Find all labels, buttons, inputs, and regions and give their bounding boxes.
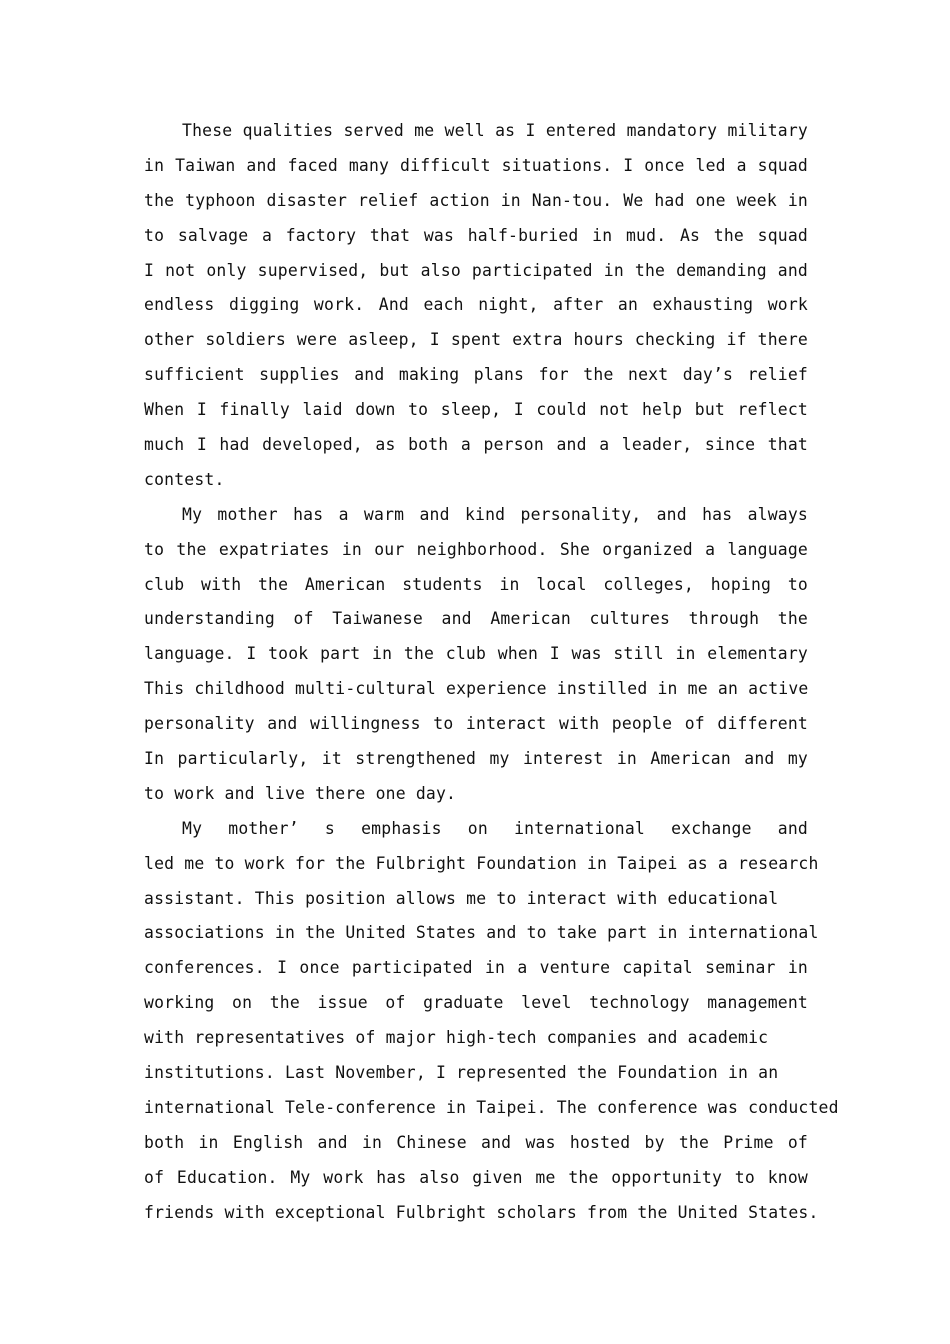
text-line: contest. bbox=[144, 469, 225, 489]
text-line: in Taiwan and faced many difficult situations. I once led a squad bbox=[144, 155, 808, 175]
paragraph-fulbright-work bbox=[144, 812, 839, 1231]
text-line: endless digging work. And each night, after an exhausting work bbox=[144, 295, 808, 315]
text-line: to work and live there one day. bbox=[144, 783, 457, 803]
text-line: other soldiers were asleep, I spent extra hours checking if there bbox=[144, 330, 808, 350]
text-line: to salvage a factory that was half-buried in mud. As the squad bbox=[144, 225, 808, 245]
text-line: of Education. My work has also given me the opportunity to know bbox=[144, 1167, 808, 1187]
text-line: to the expatriates in our neighborhood. She organized a language bbox=[144, 539, 808, 559]
text-line: These qualities served me well as I entered mandatory military bbox=[182, 121, 808, 140]
text-line: I not only supervised, but also participated in the demanding and bbox=[144, 260, 808, 280]
text-line: This childhood multi-cultural experience instilled in me an active bbox=[144, 679, 809, 699]
text-line: associations in the United States and to take part in international bbox=[144, 923, 819, 943]
text-line: the typhoon disaster relief action in Nan-tou. We had one week in bbox=[144, 190, 808, 210]
text-line: My mother’ s emphasis on international exchange and bbox=[182, 818, 808, 838]
text-line: working on the issue of graduate level technology management bbox=[144, 993, 808, 1013]
text-line: club with the American students in local colleges, hoping to bbox=[144, 574, 808, 594]
text-line: both in English and in Chinese and was hosted by the Prime of bbox=[144, 1132, 808, 1152]
text-line: language. I took part in the club when I was still in elementary bbox=[144, 644, 808, 664]
text-line: personality and willingness to interact with people of different bbox=[144, 714, 808, 734]
text-line: understanding of Taiwanese and American cultures through the bbox=[144, 609, 808, 629]
paragraph-military-service bbox=[144, 114, 808, 498]
text-line: institutions. Last November, I represented the Foundation in an bbox=[144, 1063, 779, 1083]
text-line: In particularly, it strengthened my interest in American and my bbox=[144, 749, 808, 769]
text-line: My mother has a warm and kind personality, and has always bbox=[182, 504, 808, 524]
text-line: sufficient supplies and making plans for the next day’s relief bbox=[144, 365, 808, 385]
text-line: led me to work for the Fulbright Foundation in Taipei as a research bbox=[144, 853, 819, 873]
essay-body bbox=[144, 114, 839, 1231]
text-line: assistant. This position allows me to interact with educational bbox=[144, 888, 779, 908]
text-line: international Tele-conference in Taipei. The conference was conducted bbox=[144, 1097, 839, 1117]
text-line: When I finally laid down to sleep, I could not help but reflect bbox=[144, 400, 808, 420]
text-line: with representatives of major high-tech companies and academic bbox=[144, 1028, 769, 1048]
text-line: much I had developed, as both a person and a leader, since that bbox=[144, 435, 808, 455]
text-line: conferences. I once participated in a venture capital seminar in bbox=[144, 958, 808, 978]
paragraph-mother-personality bbox=[144, 498, 808, 812]
text-line: friends with exceptional Fulbright scholars from the United States. bbox=[144, 1202, 819, 1222]
